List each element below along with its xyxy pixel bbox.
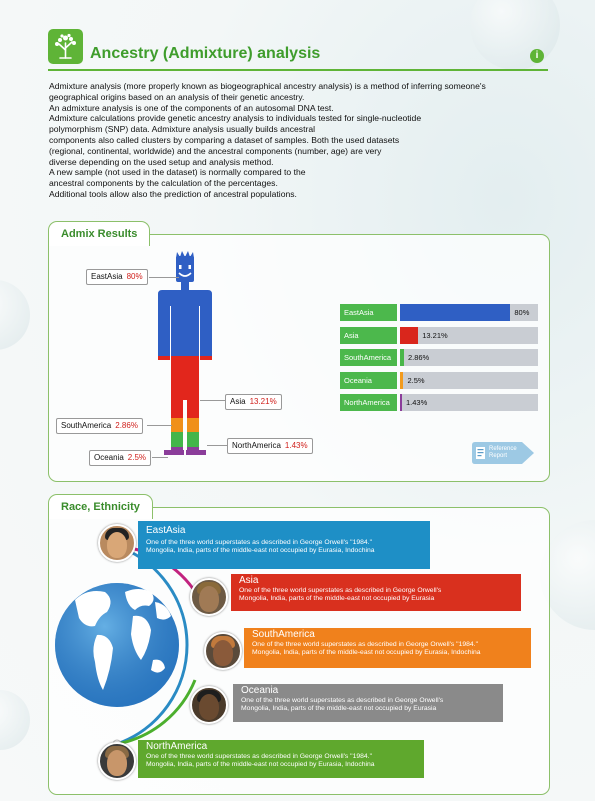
bar <box>400 327 418 344</box>
race-item-oceania <box>233 684 503 722</box>
background-bubble <box>0 280 30 350</box>
race-description-line: Mongolia, India, parts of the middle-east not occupied by Eurasia <box>241 705 437 713</box>
race-name: SouthAmerica <box>252 629 315 640</box>
intro-line: components also called clusters by comparing a dataset of samples. Both the used datasets <box>49 134 400 145</box>
page-title: Ancestry (Admixture) analysis <box>90 45 321 62</box>
title-divider <box>48 69 548 71</box>
reference-report-button[interactable] <box>472 442 534 464</box>
callout-value: 13.21% <box>249 397 277 406</box>
callout-name: Oceania <box>94 453 124 462</box>
reference-report-label: Reference Report <box>489 446 517 459</box>
avatar-oceania <box>190 686 228 724</box>
intro-text <box>49 81 549 200</box>
intro-line: Admixture analysis (more properly known as biogeographical ancestry analysis) is a method of inferring someone's <box>49 81 486 91</box>
leader-line <box>207 445 227 446</box>
intro-line: ancestral components by the calculation of the percentages. <box>49 178 278 189</box>
callout-oceania <box>89 450 151 466</box>
race-description-line: One of the three world superstates as described in George Orwell's <box>241 697 444 704</box>
bar-value-label: 13.21% <box>422 330 448 340</box>
race-item-southamerica <box>244 628 531 668</box>
race-description <box>146 753 375 770</box>
bar <box>400 372 403 389</box>
callout-name: Asia <box>230 397 246 406</box>
intro-line: Admixture calculations provide genetic ancestry analysis to individuals tested for single-nucleotide <box>49 113 422 124</box>
race-description-line: One of the three world superstates as described in George Orwell's <box>239 587 442 594</box>
callout-name: SouthAmerica <box>61 421 112 430</box>
callout-value: 2.86% <box>115 421 138 430</box>
intro-line: diverse depending on the used setup and analysis method. <box>49 156 274 167</box>
callout-value: 80% <box>126 272 143 281</box>
race-name: EastAsia <box>146 525 186 536</box>
race-description <box>252 641 481 658</box>
race-description-line: One of the three world superstates as described in George Orwell's "1984." <box>146 539 373 546</box>
bar-value-label: 1.43% <box>406 398 428 407</box>
race-description-line: Mongolia, India, parts of the middle-east not occupied by Eurasia <box>239 595 435 603</box>
bar-value-label: 2.86% <box>407 353 430 362</box>
callout-value: 2.5% <box>127 453 147 462</box>
race-ethnicity-heading: Race, Ethnicity <box>48 494 153 519</box>
bar-category-label: SouthAmerica <box>340 349 397 366</box>
race-description-line: Mongolia, India, parts of the middle-east not occupied by Eurasia, Indochina <box>146 547 375 555</box>
bar-track <box>400 304 538 321</box>
bar-category-label: Asia <box>340 327 397 344</box>
background-bubble <box>0 690 30 750</box>
race-item-northamerica <box>138 740 424 778</box>
bar <box>400 394 402 411</box>
race-description-line: One of the three world superstates as described in George Orwell's "1984." <box>252 641 479 648</box>
avatar-face <box>213 640 233 666</box>
bar-track <box>400 394 538 411</box>
tree-icon <box>48 29 83 64</box>
leader-line <box>147 425 172 426</box>
race-description-line: Mongolia, India, parts of the middle-east not occupied by Eurasia, Indochina <box>146 761 375 769</box>
avatar-asia <box>190 578 228 616</box>
race-description <box>146 539 375 556</box>
bar <box>400 304 510 321</box>
race-description-line: One of the three world superstates as described in George Orwell's "1984." <box>146 753 373 760</box>
leader-line <box>152 457 168 458</box>
bar-category-label: EastAsia <box>340 304 397 321</box>
leader-line <box>200 400 225 401</box>
intro-line: Additional tools allow also the prediction of ancestral populations. <box>49 188 297 199</box>
avatar-face <box>107 750 127 776</box>
leader-line <box>149 277 179 278</box>
avatar-face <box>199 586 219 612</box>
admix-results-heading: Admix Results <box>48 221 150 246</box>
info-icon[interactable]: i <box>530 49 544 63</box>
avatar-southamerica <box>204 632 242 670</box>
bar <box>400 349 404 366</box>
race-name: Oceania <box>241 685 279 696</box>
intro-line: A new sample (not used in the dataset) is normally compared to the <box>49 167 306 178</box>
bar-value-label: 2.5% <box>407 375 425 385</box>
body-figure <box>150 250 220 465</box>
intro-line: geographical origins based on an analysis of their genetic ancestry. <box>49 91 305 102</box>
race-name: NorthAmerica <box>146 741 208 752</box>
callout-eastasia <box>86 269 148 285</box>
bar-track <box>400 372 538 389</box>
bar-track <box>400 349 538 366</box>
callout-asia <box>225 394 282 410</box>
race-name: Asia <box>239 575 259 586</box>
callout-name: EastAsia <box>91 272 123 281</box>
race-description <box>241 697 443 714</box>
race-item-asia <box>231 574 521 611</box>
bar-track <box>400 327 538 344</box>
race-item-eastasia <box>138 521 430 569</box>
race-description-line: Mongolia, India, parts of the middle-east not occupied by Eurasia, Indochina <box>252 649 481 657</box>
bar-category-label: Oceania <box>340 372 397 389</box>
avatar-face <box>107 532 127 558</box>
intro-line: (regional, continental, worldwide) and the ancestral components (number, age) are very <box>49 145 382 156</box>
avatar-eastasia <box>98 524 136 562</box>
avatar-face <box>199 694 219 720</box>
intro-line: polymorphism (SNP) data. Admixture analysis usually builds ancestral <box>49 124 316 135</box>
callout-name: NorthAmerica <box>232 441 281 450</box>
admix-bar-chart <box>340 304 538 408</box>
intro-line: An admixture analysis is one of the components of an autosomal DNA test. <box>49 102 334 113</box>
bar-category-label: NorthAmerica <box>340 394 397 411</box>
callout-value: 1.43% <box>284 441 308 450</box>
page-header <box>48 29 548 69</box>
race-description <box>239 587 441 604</box>
callout-southamerica <box>56 418 143 434</box>
avatar-northamerica <box>98 742 136 780</box>
bar-value-label: 80% <box>514 308 530 317</box>
callout-northamerica <box>227 438 313 454</box>
